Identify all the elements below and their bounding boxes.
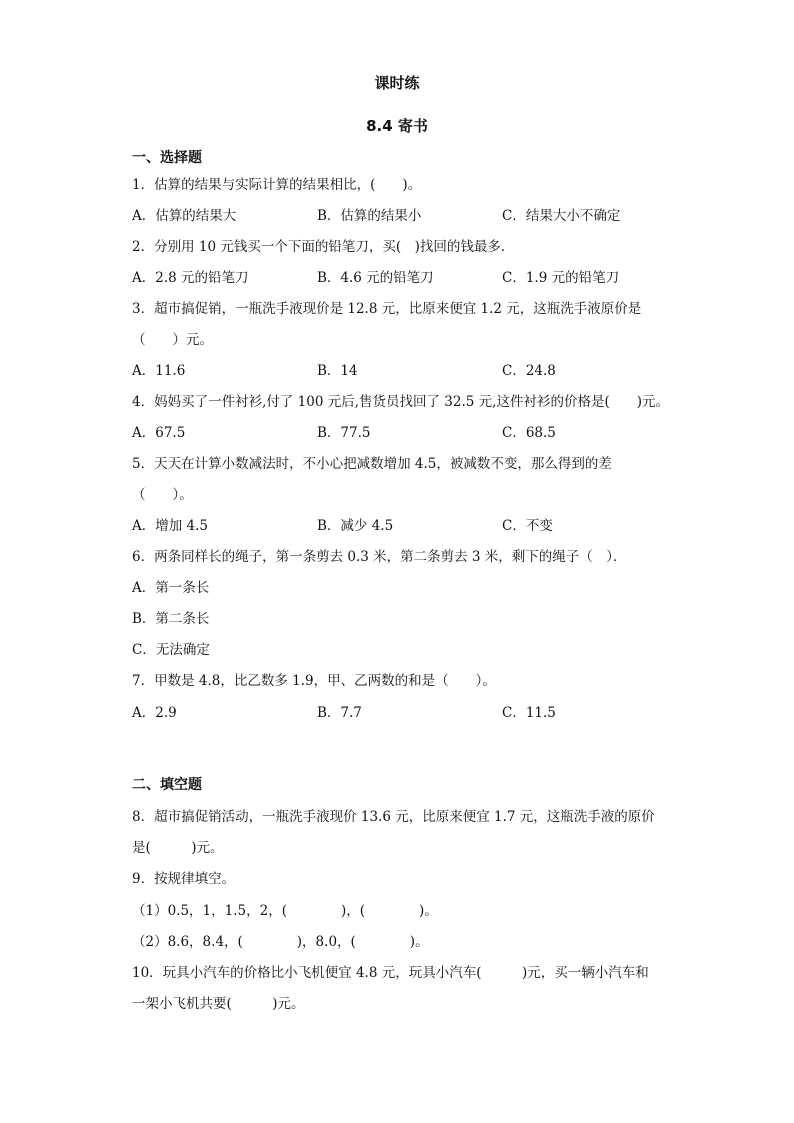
q7-option-b: B．7.7 — [317, 705, 362, 721]
q5-option-a: A．增加 4.5 — [132, 518, 209, 534]
q2-option-b: B．4.6 元的铅笔刀 — [317, 270, 434, 286]
question-5-line-2: （ ）。 — [132, 487, 193, 503]
question-10-line-2: 一架小飞机共要( )元。 — [132, 996, 305, 1012]
q3-option-a: A．11.6 — [132, 363, 186, 379]
q4-option-b: B．77.5 — [317, 425, 371, 441]
q1-option-a: A．估算的结果大 — [132, 208, 237, 224]
q5-option-b: B．减少 4.5 — [317, 518, 394, 534]
question-10-line-1: 10．玩具小汽车的价格比小飞机便宜 4.8 元，玩具小汽车( )元，买一辆小汽车和 — [132, 965, 649, 981]
question-2: 2．分别用 10 元钱买一个下面的铅笔刀，买( )找回的钱最多． — [132, 239, 515, 255]
lesson-title: 8.4 寄书 — [366, 117, 428, 135]
question-5-line-1: 5．天天在计算小数减法时，不小心把减数增加 4.5，被减数不变，那么得到的差 — [132, 456, 612, 472]
q3-option-c: C．24.8 — [502, 363, 556, 379]
question-8-line-2: 是( )元。 — [132, 840, 224, 856]
question-6: 6．两条同样长的绳子，第一条剪去 0.3 米，第二条剪去 3 米，剩下的绳子（ ）． — [132, 549, 627, 565]
question-9: 9．按规律填空。 — [132, 871, 236, 887]
q5-option-c: C．不变 — [502, 518, 553, 534]
section-heading-choice: 一、选择题 — [132, 150, 202, 166]
question-1: 1．估算的结果与实际计算的结果相比，( )。 — [132, 177, 422, 193]
q2-option-c: C．1.9 元的铅笔刀 — [502, 270, 620, 286]
q1-option-b: B．估算的结果小 — [317, 208, 422, 224]
question-9-part-2: （2）8.6，8.4，( )，8.0，( )。 — [132, 934, 429, 950]
q4-option-a: A．67.5 — [132, 425, 186, 441]
section-heading-fill: 二、填空题 — [132, 777, 202, 793]
q4-option-c: C．68.5 — [502, 425, 556, 441]
q7-option-c: C．11.5 — [502, 705, 556, 721]
q1-option-c: C．结果大小不确定 — [502, 208, 621, 224]
question-9-part-1: （1）0.5，1，1.5，2，( )，( )。 — [132, 903, 438, 919]
q2-option-a: A．2.8 元的铅笔刀 — [132, 270, 249, 286]
q6-option-b: B．第二条长 — [132, 611, 210, 627]
q6-option-a: A．第一条长 — [132, 580, 210, 596]
question-7: 7．甲数是 4.8，比乙数多 1.9，甲、乙两数的和是（ ）。 — [132, 673, 496, 689]
question-3-line-1: 3．超市搞促销，一瓶洗手液现价是 12.8 元，比原来便宜 1.2 元，这瓶洗手液原价是 — [132, 301, 642, 317]
q6-option-c: C．无法确定 — [132, 642, 210, 658]
page-title: 课时练 — [374, 74, 420, 92]
question-8-line-1: 8．超市搞促销活动，一瓶洗手液现价 13.6 元，比原来便宜 1.7 元，这瓶洗手液的原价 — [132, 809, 655, 825]
q3-option-b: B．14 — [317, 363, 358, 379]
q7-option-a: A．2.9 — [132, 705, 177, 721]
question-3-line-2: （ ）元。 — [132, 332, 213, 348]
question-4: 4．妈妈买了一件衬衫,付了 100 元后,售货员找回了 32.5 元,这件衬衫的价格是( )元。 — [132, 394, 669, 410]
